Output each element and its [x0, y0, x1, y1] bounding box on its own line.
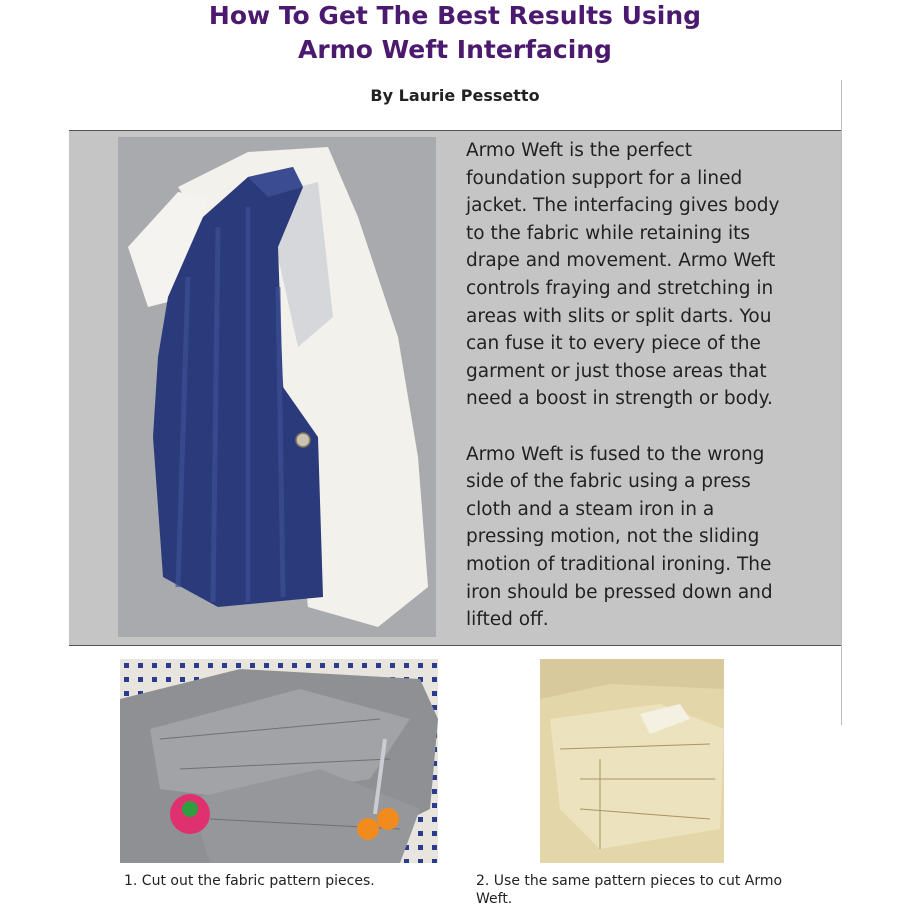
vest-illustration	[118, 137, 436, 637]
step2-photo	[540, 659, 724, 863]
title-line-1: How To Get The Best Results Using	[208, 1, 702, 30]
pattern-pieces-illustration	[120, 659, 438, 863]
intro-text	[466, 137, 796, 661]
vest-photo	[118, 137, 436, 637]
title-line-2: Armo Weft Interfacing	[298, 35, 612, 64]
step2-caption: 2. Use the same pattern pieces to cut Armo Weft.	[476, 873, 783, 907]
page-title	[0, 0, 910, 67]
intro-paragraph-2: Armo Weft is fused to the wrong side of the fabric using a press cloth and a steam iron in a pressing motion, not the sliding motion of traditional ironing. The iron should be pressed down and lifted off.	[466, 443, 773, 631]
author-byline: By Laurie Pessetto	[370, 86, 540, 105]
step1-photo	[120, 659, 438, 863]
step1-caption: 1. Cut out the fabric pattern pieces.	[124, 873, 375, 889]
divider-vertical	[841, 80, 842, 725]
intro-paragraph-1: Armo Weft is the perfect foundation support for a lined jacket. The interfacing gives body to the fabric while retaining its drape and movement. Armo Weft controls fraying and stretching in areas with slits or split darts. You can fuse it to every piece of the garment or just those areas that need a boost in strength or body.	[466, 140, 780, 410]
interfacing-pieces-illustration	[540, 659, 724, 863]
